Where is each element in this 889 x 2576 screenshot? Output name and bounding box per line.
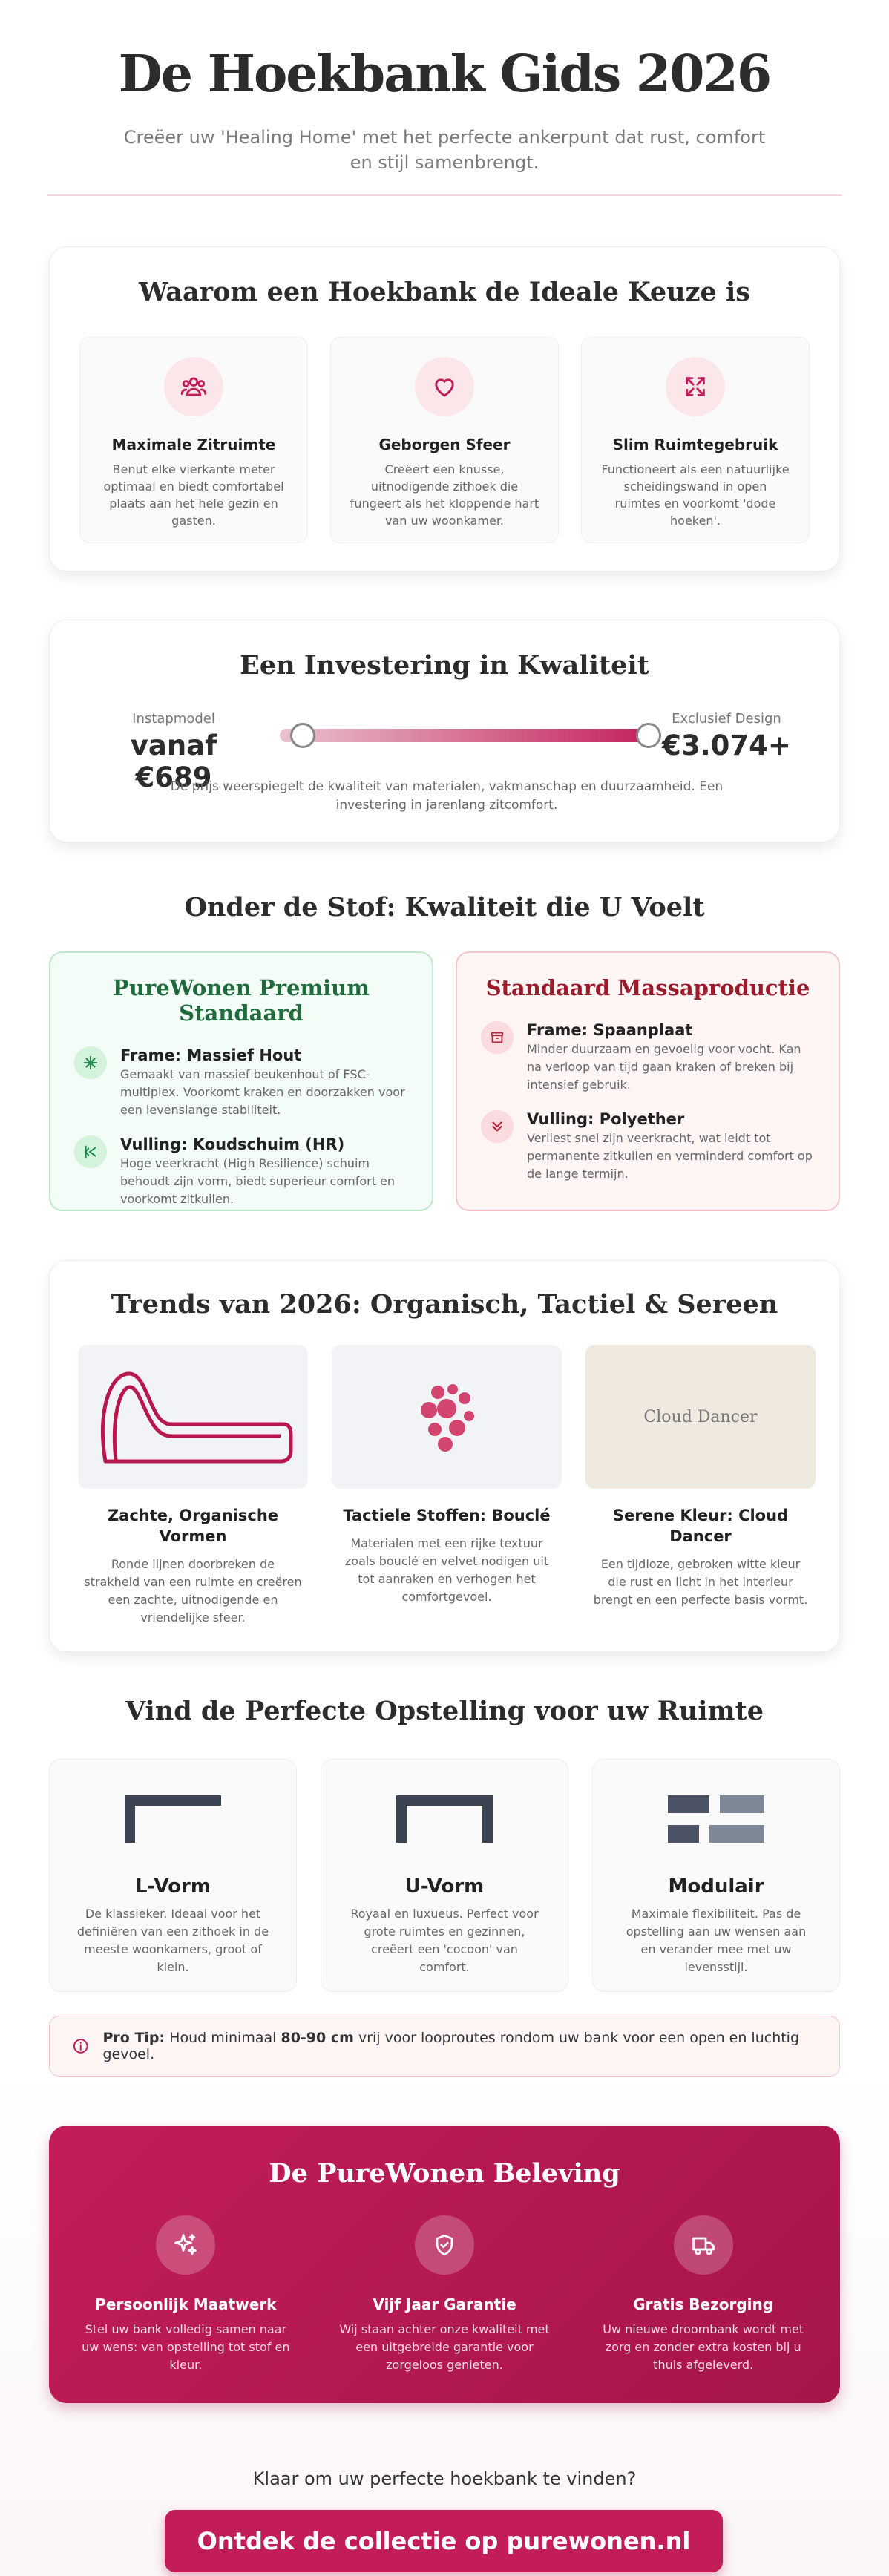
trend-card — [78, 1345, 308, 1627]
experience-item-title: Gratis Bezorging — [633, 2295, 774, 2313]
experience-title: De PureWonen Beleving — [269, 2158, 620, 2189]
experience-item-text: Stel uw bank volledig samen naar uw wens: van opstelling tot stof en kleur. — [82, 2322, 290, 2372]
trend-card — [585, 1345, 816, 1627]
experience-item-title: Vijf Jaar Garantie — [373, 2295, 516, 2313]
trend-text: Een tijdloze, gebroken witte kleur die rust en licht in het interieur brengt en een perfecte basis vormt. — [593, 1557, 808, 1607]
price-low-value: vanaf €689 — [130, 730, 217, 793]
tip-label: Pro Tip: — [102, 2030, 165, 2046]
wood-icon — [74, 1046, 107, 1079]
boucle-texture-illustration — [332, 1345, 562, 1489]
premium-item — [74, 1046, 408, 1119]
page-subtitle: Creëer uw 'Healing Home' met het perfecte ankerpunt dat rust, comfort en stijl samenbrengt. — [123, 127, 766, 173]
fabric-title: Onder de Stof: Kwaliteit die U Voelt — [184, 892, 705, 922]
hero-divider — [47, 194, 842, 196]
swatch-label: Cloud Dancer — [643, 1407, 758, 1426]
feature-card — [581, 337, 810, 543]
mass-item — [481, 1110, 815, 1183]
premium-item-title: Vulling: Koudschuim (HR) — [120, 1135, 345, 1153]
feature-title: Geborgen Sfeer — [378, 436, 511, 453]
trend-text: Materialen met een rijke textuur zoals bouclé en velvet nodigen uit tot aanraken en verhogen het comfortgevoel. — [344, 1536, 549, 1604]
why-title: Waarom een Hoekbank de Ideale Keuze is — [139, 277, 750, 307]
price-range-slider[interactable] — [280, 729, 660, 742]
info-icon — [72, 2037, 89, 2055]
slider-handle-min[interactable] — [290, 723, 315, 748]
mass-item-text: Minder duurzaam en gevoelig voor vocht. Kan na verloop van tijd gaan kraken of breken bij intensief gebruik. — [527, 1042, 801, 1092]
experience-item-text: Uw nieuwe droombank wordt met zorg en zonder extra kosten bij u thuis afgeleverd. — [603, 2322, 804, 2372]
premium-item — [74, 1135, 408, 1208]
layout-title: U-Vorm — [404, 1875, 485, 1898]
u-shape-icon — [396, 1795, 493, 1843]
premium-title: PureWonen Premium Standaard — [113, 975, 370, 1026]
organic-shape-illustration — [78, 1345, 308, 1489]
pro-tip-banner — [49, 2016, 840, 2077]
trend-title: Zachte, Organische Vormen — [107, 1507, 279, 1545]
trend-text: Ronde lijnen doorbreken de strakheid van een ruimte en creëren een zachte, uitnodigende en vriendelijke sfeer. — [84, 1557, 302, 1625]
feature-text: Benut elke vierkante meter optimaal en biedt comfortabel plaats aan het hele gezin en gasten. — [103, 462, 284, 528]
layout-card-l[interactable] — [49, 1759, 297, 1992]
mass-item-title: Frame: Spaanplaat — [527, 1021, 693, 1039]
layout-title: L-Vorm — [135, 1875, 211, 1898]
layout-title: Modulair — [668, 1875, 764, 1898]
mass-item — [481, 1021, 815, 1094]
trends-title: Trends van 2026: Organisch, Tactiel & Sereen — [111, 1289, 778, 1320]
layout-text: Maximale flexibiliteit. Pas de opstelling aan uw wensen aan en verander mee met uw levensstijl. — [626, 1907, 807, 1974]
price-high-value: €3.074+ — [662, 730, 791, 761]
experience-item — [323, 2215, 567, 2374]
price-high-label: Exclusief Design — [672, 711, 781, 727]
modular-shape-icon — [668, 1795, 764, 1843]
layout-text: De klassieker. Ideaal voor het definiëren van een zithoek in de meeste woonkamers, groot of klein. — [76, 1907, 269, 1974]
page-title: De Hoekbank Gids 2026 — [118, 45, 771, 104]
foam-icon — [74, 1135, 107, 1168]
feature-card — [330, 337, 559, 543]
users-icon — [164, 357, 223, 416]
cta-question: Klaar om uw perfecte hoekbank te vinden? — [252, 2468, 637, 2489]
cta-button[interactable]: Ontdek de collectie op purewonen.nl — [165, 2510, 723, 2572]
experience-item — [581, 2215, 825, 2374]
hero — [0, 0, 889, 175]
premium-item-text: Hoge veerkracht (High Resilience) schuim behoudt zijn vorm, biedt superieur comfort en voorkomt zitkuilen. — [120, 1156, 396, 1206]
trend-card — [332, 1345, 562, 1627]
experience-item-text: Wij staan achter onze kwaliteit met een uitgebreide garantie voor zorgeloos genieten. — [339, 2322, 550, 2372]
mass-title: Standaard Massaproductie — [485, 975, 810, 1000]
price-high — [652, 711, 801, 761]
price-low-label: Instapmodel — [132, 711, 215, 727]
tip-post: vrij voor looproutes rondom uw bank voor een open en luchtig gevoel. — [102, 2030, 800, 2062]
layout-text: Royaal en luxueus. Perfect voor grote ruimtes en gezinnen, creëert een 'cocoon' van comfort. — [350, 1907, 539, 1974]
feature-text: Creëert een knusse, uitnodigende zithoek die fungeert als het kloppende hart van uw woonkamer. — [350, 462, 539, 528]
why-section — [49, 246, 840, 571]
trend-title: Serene Kleur: Cloud Dancer — [612, 1507, 789, 1545]
tip-pre: Houd minimaal — [169, 2030, 277, 2046]
shield-check-icon — [415, 2215, 474, 2275]
trends-section — [49, 1260, 840, 1652]
layout-card-modular[interactable] — [592, 1759, 840, 1992]
mass-production-card — [456, 951, 840, 1211]
layout-card-u[interactable] — [321, 1759, 568, 1992]
feature-title: Maximale Zitruimte — [111, 436, 276, 453]
price-section — [49, 620, 840, 842]
feature-card — [79, 337, 308, 543]
truck-icon — [674, 2215, 733, 2275]
tip-bold: 80-90 cm — [281, 2030, 354, 2046]
mass-item-title: Vulling: Polyether — [527, 1110, 685, 1128]
experience-item-title: Persoonlijk Maatwerk — [95, 2295, 277, 2313]
price-note: De prijs weerspiegelt de kwaliteit van materialen, vakmanschap en duurzaamheid. Een investering in jarenlang zitcomfort. — [170, 779, 724, 813]
trend-title: Tactiele Stoffen: Bouclé — [343, 1507, 551, 1524]
layouts-title: Vind de Perfecte Opstelling voor uw Ruimte — [125, 1696, 764, 1726]
experience-item — [64, 2215, 308, 2374]
premium-item-text: Gemaakt van massief beukenhout of FSC-multiplex. Voorkomt kraken en doorzakken voor een levenslange stabiliteit. — [120, 1067, 405, 1117]
experience-section — [49, 2126, 840, 2403]
chevrons-down-icon — [481, 1110, 514, 1143]
expand-icon — [666, 357, 725, 416]
box-icon — [481, 1021, 514, 1054]
premium-item-title: Frame: Massief Hout — [120, 1046, 302, 1064]
feature-text: Functioneert als een natuurlijke scheidingswand in open ruimtes en voorkomt 'dode hoeken'. — [601, 462, 790, 528]
heart-icon — [415, 357, 474, 416]
price-title: Een Investering in Kwaliteit — [240, 650, 649, 681]
feature-title: Slim Ruimtegebruik — [612, 436, 778, 453]
premium-standard-card — [49, 951, 433, 1211]
l-shape-icon — [125, 1795, 221, 1843]
sparkles-icon — [156, 2215, 215, 2275]
color-swatch — [585, 1345, 816, 1489]
mass-item-text: Verliest snel zijn veerkracht, wat leidt tot permanente zitkuilen en verminderd comfort op de lange termijn. — [527, 1131, 813, 1181]
